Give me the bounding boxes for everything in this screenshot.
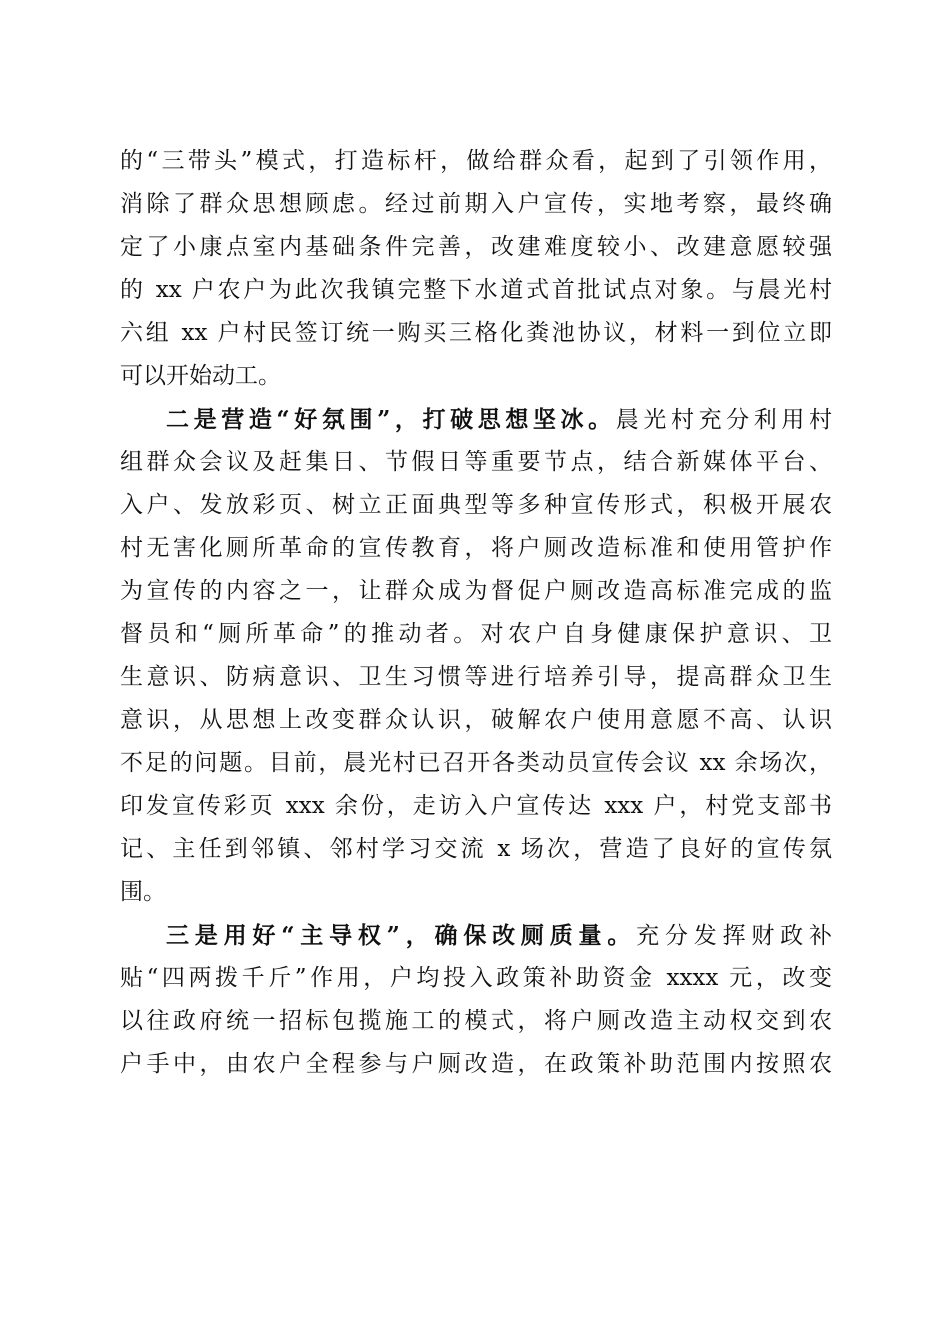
paragraph-1 [120, 140, 832, 398]
text-line: 户手中，由农户全程参与户厕改造，在政策补助范围内按照农 [120, 1051, 832, 1077]
text-fragment: 晨光村充分利用村 [615, 407, 833, 433]
text-line: 村无害化厕所革命的宣传教育，将户厕改造标准和使用管护作 [120, 535, 832, 561]
text-line [120, 398, 832, 441]
text-line: 印发宣传彩页 xxx 余份，走访入户宣传达 xxx 户，村党支部书 [120, 793, 832, 819]
document-body [120, 140, 832, 1086]
text-line: 贴“四两拨千斤”作用，户均投入政策补助资金 xxxx 元，改变 [120, 965, 832, 991]
text-line: 督员和“厕所革命”的推动者。对农户自身健康保护意识、卫 [120, 621, 832, 647]
text-line: 不足的问题。目前，晨光村已召开各类动员宣传会议 xx 余场次， [120, 750, 832, 776]
text-line: 可以开始动工。 [120, 363, 281, 389]
text-line: 意识，从思想上改变群众认识，破解农户使用意愿不高、认识 [120, 707, 832, 733]
text-line: 消除了群众思想顾虑。经过前期入户宣传，实地考察，最终确 [120, 191, 832, 217]
text-line: 定了小康点室内基础条件完善，改建难度较小、改建意愿较强 [120, 234, 832, 260]
text-line: 组群众会议及赶集日、节假日等重要节点，结合新媒体平台、 [120, 449, 832, 475]
paragraph-3 [120, 914, 832, 1086]
paragraph-2 [120, 398, 832, 914]
text-line: 六组 xx 户村民签订统一购买三格化粪池协议，材料一到位立即 [120, 320, 832, 346]
text-line: 围。 [120, 879, 166, 905]
text-line: 的“三带头”模式，打造标杆，做给群众看，起到了引领作用， [120, 148, 832, 174]
text-line: 生意识、防病意识、卫生习惯等进行培养引导，提高群众卫生 [120, 664, 832, 690]
section-heading: 二是营造“好氛围”，打破思想坚冰。 [166, 406, 616, 433]
text-line [120, 914, 832, 957]
section-heading: 三是用好“主导权”，确保改厕质量。 [166, 922, 637, 949]
text-line: 以往政府统一招标包揽施工的模式，将户厕改造主动权交到农 [120, 1008, 832, 1034]
text-fragment: 充分发挥财政补 [636, 923, 832, 949]
text-line: 为宣传的内容之一，让群众成为督促户厕改造高标准完成的监 [120, 578, 832, 604]
text-line: 记、主任到邻镇、邻村学习交流 x 场次，营造了良好的宣传氛 [120, 836, 832, 862]
text-line: 入户、发放彩页、树立正面典型等多种宣传形式，积极开展农 [120, 492, 832, 518]
text-line: 的 xx 户农户为此次我镇完整下水道式首批试点对象。与晨光村 [120, 277, 832, 303]
